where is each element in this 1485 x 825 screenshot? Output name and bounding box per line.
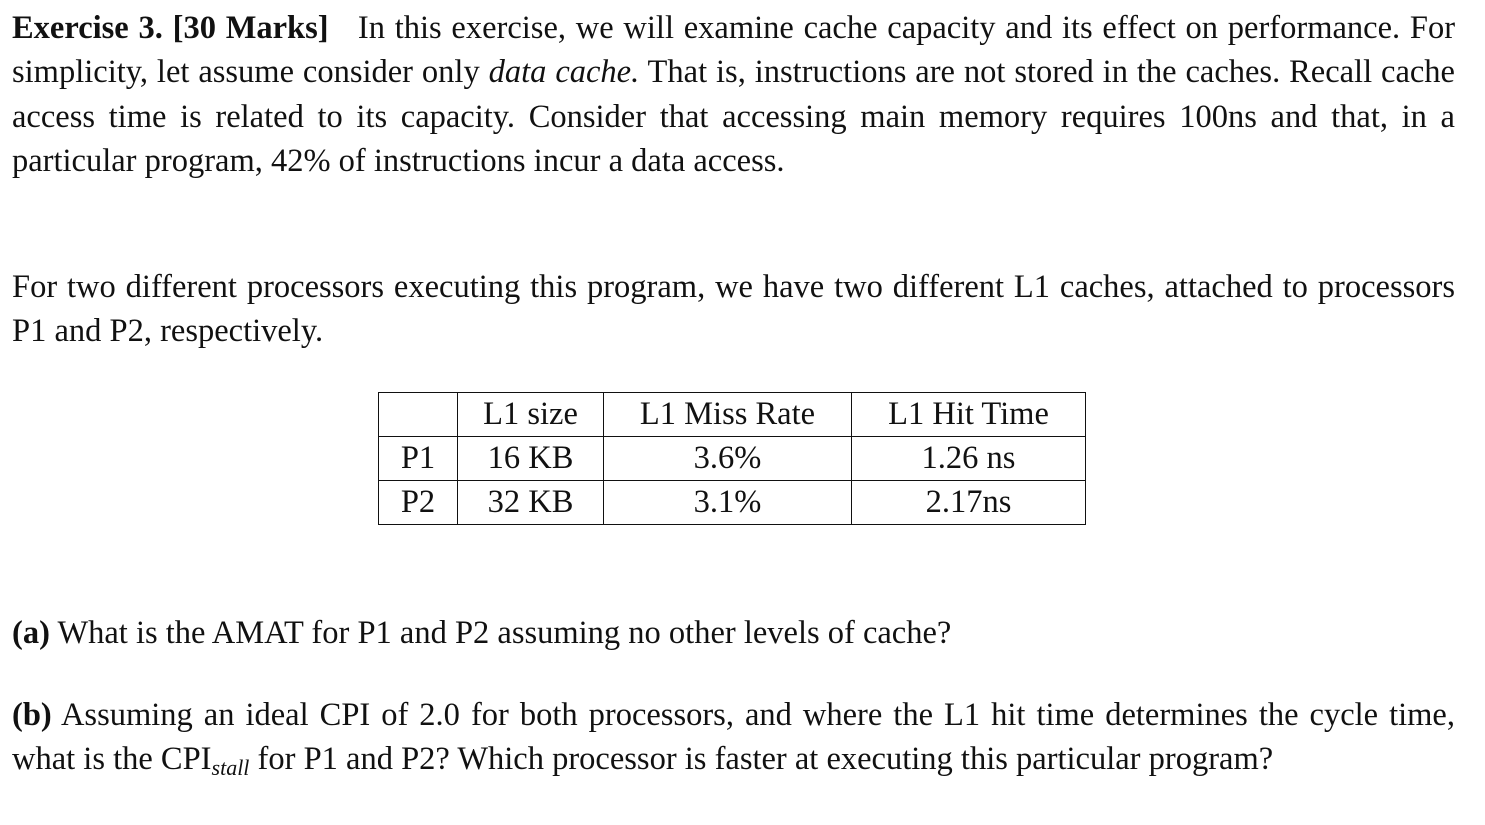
question-b	[12, 693, 1455, 782]
table-header: L1 Hit Time	[852, 393, 1086, 437]
table-cell: P2	[379, 481, 458, 525]
question-a-label: (a)	[12, 615, 50, 651]
table-cell: 3.1%	[604, 481, 852, 525]
table-cell: 32 KB	[458, 481, 604, 525]
exercise-heading: Exercise 3.	[12, 10, 163, 46]
intro-text-a: In this exercise, we will examine cache capacity and its effect on performance. For simplicity, let assume consider only	[12, 10, 1456, 91]
cache-table	[378, 392, 1086, 525]
question-b-label: (b)	[12, 697, 52, 733]
question-b-text-1: Assuming an ideal CPI of 2.0 for both processors, and where the L1 hit time determines the cycle time, what is the CPI	[12, 697, 1455, 778]
table-header: L1 size	[458, 393, 604, 437]
table-cell: 2.17ns	[852, 481, 1086, 525]
question-b-text-2: for P1 and P2? Which processor is faster at executing this particular program?	[257, 741, 1274, 778]
table-row	[379, 481, 1086, 525]
table-cell: 16 KB	[458, 437, 604, 481]
table-cell: P1	[379, 437, 458, 481]
exercise-intro	[12, 6, 1455, 183]
question-a-text: What is the AMAT for P1 and P2 assuming no other levels of cache?	[57, 615, 952, 651]
table-cell: 1.26 ns	[852, 437, 1086, 481]
table-header: L1 Miss Rate	[604, 393, 852, 437]
table-cell: 3.6%	[604, 437, 852, 481]
table-header-row	[379, 393, 1086, 437]
table-row	[379, 437, 1086, 481]
processors-paragraph: For two different processors executing this program, we have two different L1 caches, attached to processors P1 and P2, respectively.	[12, 269, 1455, 350]
intro-text-b: That is, instructions are not stored in the caches. Recall cache access time is related to its capacity. Consider that accessing main memory requires 100ns and that, in a particular program, 42% of instructions incur a data access.	[12, 54, 1455, 179]
stall-subscript: stall	[211, 755, 250, 781]
question-a	[12, 611, 1455, 655]
table-header	[379, 393, 458, 437]
intro-emphasis: data cache.	[488, 54, 640, 91]
exercise-marks: [30 Marks]	[172, 10, 329, 46]
